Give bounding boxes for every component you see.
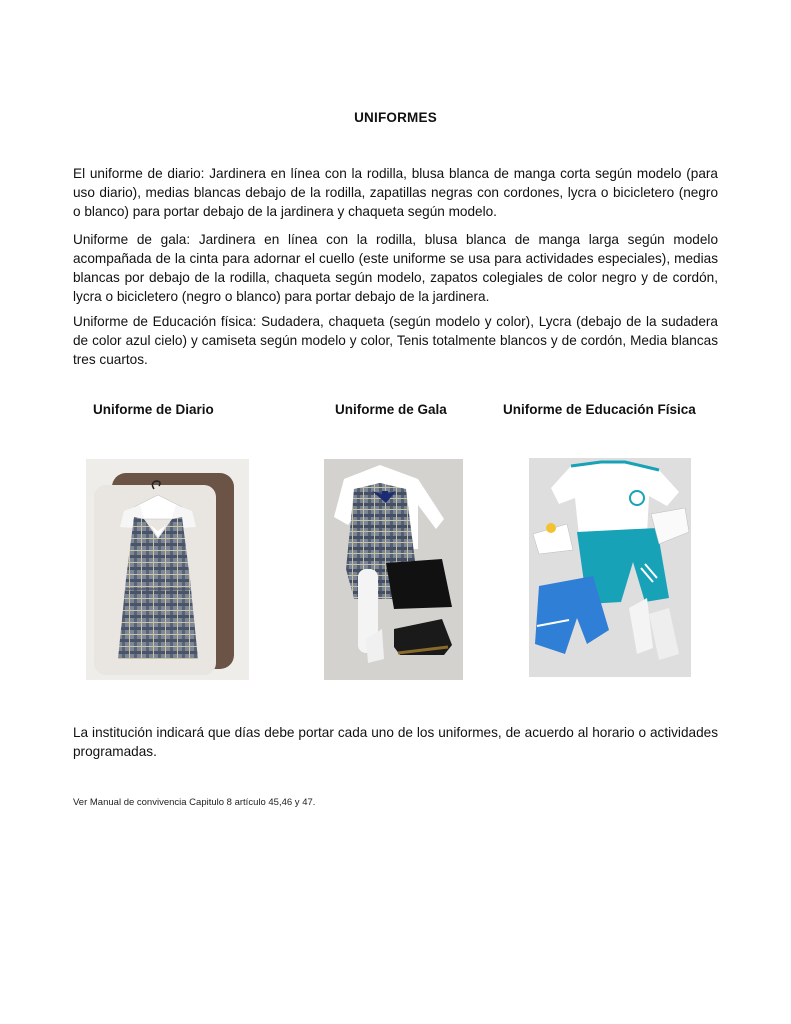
- paragraph-uniforme-educacion-fisica: Uniforme de Educación física: Sudadera, chaqueta (según modelo y color), Lycra (debajo de la sudadera de color azul cielo) y camiseta según modelo y color, Tenis totalmente blancos y de cordón, Media blancas tres cuartos.: [73, 314, 718, 367]
- caption-uniforme-educacion-fisica: Uniforme de Educación Física: [503, 402, 696, 417]
- pe-uniform-image: [529, 458, 691, 677]
- photo-uniforme-gala: [324, 459, 463, 680]
- paragraph-nota-institucion: La institución indicará que días debe portar cada uno de los uniformes, de acuerdo al horario o actividades programadas.: [73, 725, 718, 759]
- page-title: UNIFORMES: [354, 110, 437, 125]
- footnote: Ver Manual de convivencia Capitulo 8 artículo 45,46 y 47.: [73, 797, 316, 808]
- paragraph-uniforme-diario: El uniforme de diario: Jardinera en línea con la rodilla, blusa blanca de manga corta según modelo (para uso diario), medias blancas debajo de la rodilla, zapatillas negras con cordones, lycra o bicicletero (negro o blanco) para portar debajo de la jardinera y chaqueta según modelo.: [73, 166, 718, 219]
- photo-uniforme-educacion-fisica: [529, 458, 691, 677]
- caption-uniforme-diario: Uniforme de Diario: [93, 402, 214, 417]
- caption-uniforme-gala: Uniforme de Gala: [335, 402, 447, 417]
- paragraph-uniforme-gala: Uniforme de gala: Jardinera en línea con la rodilla, blusa blanca de manga larga según modelo acompañada de la cinta para adornar el cuello (este uniforme se usa para actividades especiales), medias blancas por debajo de la rodilla, chaqueta según modelo, zapatos colegiales de color negro y de cordón, lycra o bicicletero (negro o blanco) para portar debajo de la jardinera.: [73, 232, 718, 304]
- pinafore-daily-image: [86, 459, 249, 680]
- photo-uniforme-diario: [86, 459, 249, 680]
- gala-uniform-image: [324, 459, 463, 680]
